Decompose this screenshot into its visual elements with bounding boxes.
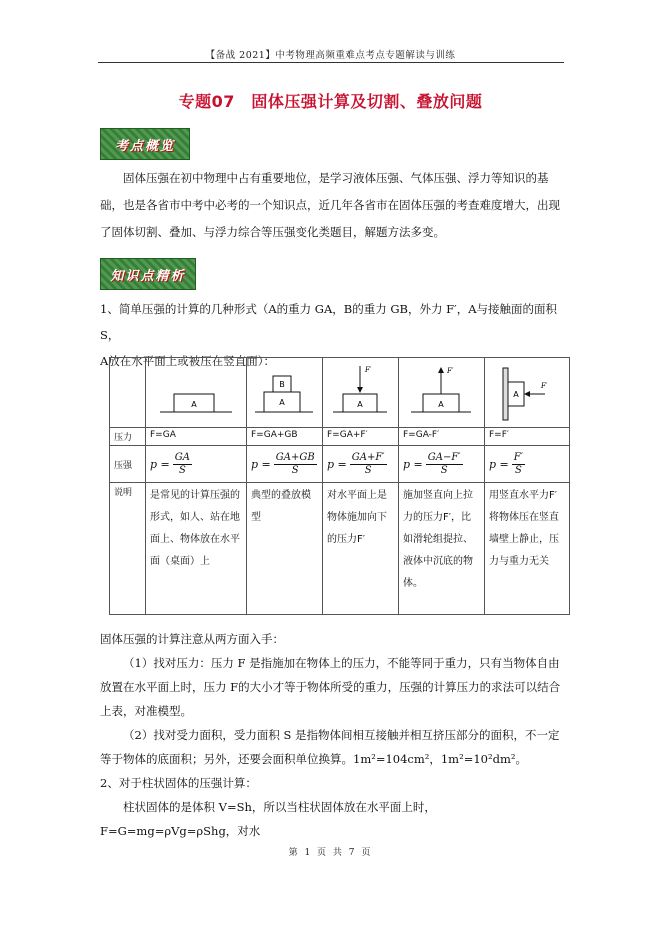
point-1: （1）找对压力：压力 F 是指施加在物体上的压力，不能等同于重力，只有当物体自由放置在水平面上时，压力 F的大小才等于物体所受的重力，压强的计算压力的求法可以结合上表，对准模型。 [100,656,561,718]
upward-force-diagram [399,358,484,424]
section1-line1: 1、简单压强的计算的几种形式（A的重力 GA，B的重力 GB，外力 F′，A与接触面的面积 S， [100,302,558,342]
downward-force-diagram [323,358,398,424]
pressure-force-cell: F=GA [146,428,247,446]
notes-title: 固体压强的计算注意从两方面入手： [100,632,284,646]
formula-lhs: p = [327,457,347,471]
row-label-pressure: 压强 [110,446,146,483]
section1-line2: A放在水平面上或被压在竖直面）： [100,354,276,368]
force-label: F′ [365,366,372,374]
block-a-label: A [279,398,285,407]
intro-paragraph [100,165,565,246]
wall-force-diagram [485,358,569,424]
page-header: 【备战 2021】中考物理高频重难点考点专题解读与训练 [205,50,456,61]
note-cell: 是常见的计算压强的形式，如人、站在地面上、物体放在水平面（桌面）上 [146,483,247,615]
formula-cell [146,446,247,483]
note-cell: 施加竖直向上拉力的压力F′，比如滑轮组提拉、液体中沉底的物体。 [399,483,485,615]
formula-lhs: p = [251,457,271,471]
block-a-label: A [191,400,197,409]
diagram-case-4 [399,358,485,428]
formula-denominator: S [440,464,448,476]
force-label: F′ [447,367,454,375]
formula-numerator: GA [174,451,190,463]
diagram-row [110,358,570,428]
formula-lhs: p = [489,457,509,471]
formula-lhs: p = [150,457,170,471]
stacked-blocks-diagram [247,358,322,424]
formula-cell [247,446,323,483]
point-2: （2）找对受力面积，受力面积 S 是指物体间相互接触并相互挤压部分的面积，不一定等于物体的底面积；另外，还要会面积单位换算。1m²=104cm²，1m²=10²dm²。 [100,728,560,766]
force-label: F′ [541,382,548,390]
notes-section [100,627,565,843]
overview-badge: 考点概览 [100,128,190,160]
formula-denominator: S [291,464,299,476]
diagram-case-5 [485,358,570,428]
block-a-label: A [513,390,519,399]
pressure-force-row [110,428,570,446]
pressure-force-cell: F=GA+F′ [323,428,399,446]
formula-numerator: GA+GB [275,451,315,463]
block-b-label: B [279,380,285,389]
section2-text: 柱状固体的是体积 V=Sh，所以当柱状固体放在水平面上时，F=G=mg=ρVg=ρShg，对水 [100,800,436,838]
notes-row [110,483,570,615]
note-cell: 对水平面上是物体施加向下的压力F′ [323,483,399,615]
diagram-empty-cell [110,358,146,428]
formula-row [110,446,570,483]
formula-numerator: GA−F′ [427,451,461,463]
page-footer: 第 1 页 共 7 页 [288,848,373,858]
left-arrow-icon [524,391,530,397]
pressure-table [109,357,570,615]
downward-arrow-icon [357,387,363,393]
header-divider [98,62,564,63]
formula-numerator: GA+F′ [351,451,385,463]
row-label-notes: 说明 [110,483,146,615]
formula-denominator: S [364,464,372,476]
section2-title: 2、对于柱状固体的压强计算： [100,776,257,790]
diagram-case-2 [247,358,323,428]
pressure-force-cell: F=GA-F′ [399,428,485,446]
formula-lhs: p = [403,457,423,471]
note-cell: 典型的叠放模型 [247,483,323,615]
row-label-pressure-force: 压力 [110,428,146,446]
formula-cell [485,446,570,483]
pressure-force-cell: F=F′ [485,428,570,446]
diagram-case-3 [323,358,399,428]
formula-denominator: S [514,464,522,476]
note-cell: 用竖直水平力F′将物体压在竖直墙壁上静止，压力与重力无关 [485,483,570,615]
analysis-badge: 知识点精析 [100,258,196,290]
block-a-label: A [357,400,363,409]
formula-cell [323,446,399,483]
block-on-ground-diagram [146,358,246,424]
page-title: 专题07 固体压强计算及切割、叠放问题 [178,92,483,111]
formula-numerator: F′ [513,451,523,463]
block-a-label: A [438,400,444,409]
wall [503,368,508,420]
intro-text: 固体压强在初中物理中占有重要地位，是学习液体压强、气体压强、浮力等知识的基础，也是各省市中考中必考的一个知识点，近几年各省市在固体压强的考查难度增大，出现了固体切割、叠加、与浮力综合等压强变化类题目，解题方法多变。 [100,171,560,239]
upward-arrow-icon [438,367,444,373]
diagram-case-1 [146,358,247,428]
pressure-force-cell: F=GA+GB [247,428,323,446]
formula-denominator: S [178,464,186,476]
formula-cell [399,446,485,483]
